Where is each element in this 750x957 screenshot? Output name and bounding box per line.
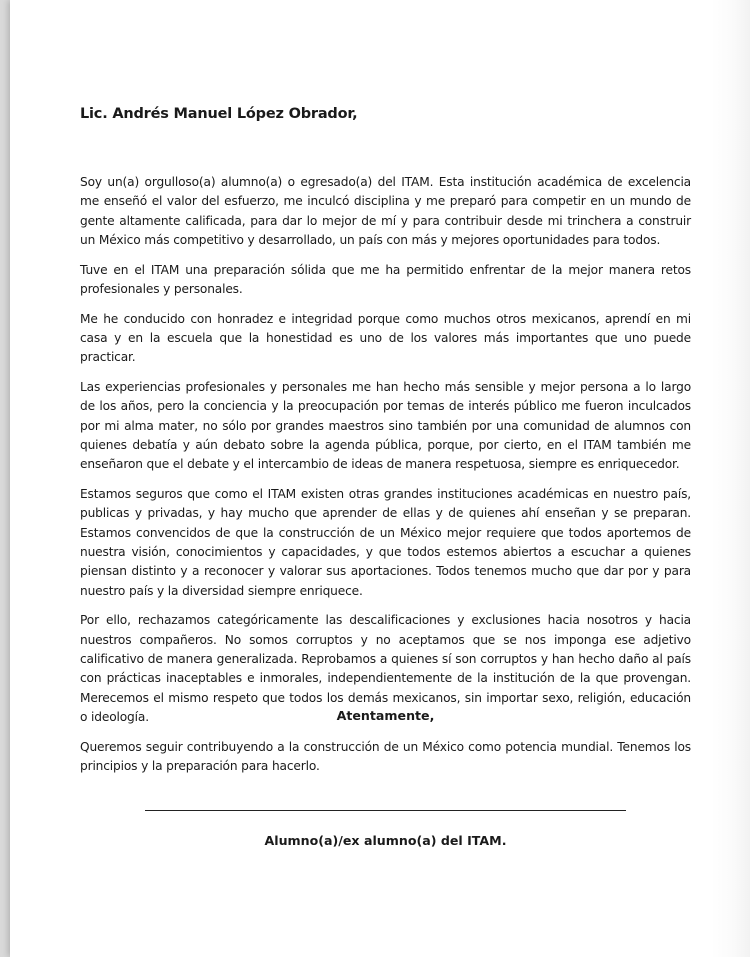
paragraph-6: Por ello, rechazamos categóricamente las descalificaciones y exclusiones hacia nosotros y hacia nuestros compañeros. No somos corruptos y no aceptamos que se nos imponga ese adjetivo calificativo de manera generalizada. Reprobamos a quienes sí son corruptos y han hecho daño al país con prácticas inaceptables e inmorales, independientemente de la institución de la que provengan. Merecemos el mismo respeto que todos los demás mexicanos, sin importar sexo, religión, educación o ideología. bbox=[80, 613, 691, 724]
document-page bbox=[10, 0, 750, 957]
paragraph-7: Queremos seguir contribuyendo a la construcción de un México como potencia mundial. Tenemos los principios y la preparación para hacerlo. bbox=[80, 739, 691, 774]
closing: Atentamente, bbox=[336, 708, 435, 723]
paragraph-4: Las experiencias profesionales y personales me han hecho más sensible y mejor persona a lo largo de los años, pero la conciencia y la preocupación por temas de interés público me fueron inculcados por mi alma mater, no sólo por grandes maestros sino también por una comunidad de alumnos con quienes debatía y aún debato sobre la agenda pública, porque, por cierto, en el ITAM también me enseñaron que el debate y el intercambio de ideas de manera respetuosa, siempre es enriquecedor. bbox=[80, 380, 691, 472]
letter-paragraphs bbox=[80, 173, 691, 776]
salutation: Lic. Andrés Manuel López Obrador, bbox=[80, 106, 358, 122]
page-edge-shadow bbox=[710, 0, 750, 957]
paragraph-3: Me he conducido con honradez e integridad porque como muchos otros mexicanos, aprendí en mi casa y en la escuela que la honestidad es uno de los valores más importantes que uno puede practicar. bbox=[80, 311, 691, 365]
signature-line bbox=[145, 810, 626, 811]
paragraph-5: Estamos seguros que como el ITAM existen otras grandes instituciones académicas en nuestro país, publicas y privadas, y hay mucho que aprender de ellas y de quienes ahí enseñan y se preparan. Estamos convencidos de que la construcción de un México mejor requiere que todos aportemos de nuestra visión, conocimientos y capacidades, y que todos estemos abiertos a escuchar a quienes piensan distinto y a reconocer y valorar sus aportaciones. Todos tenemos mucho que dar por y para nuestro país y la diversidad siempre enriquece. bbox=[80, 487, 691, 598]
paragraph-1: Soy un(a) orgulloso(a) alumno(a) o egresado(a) del ITAM. Esta institución académica de excelencia me enseñó el valor del esfuerzo, me inculcó disciplina y me preparó para competir en un mundo de gente altamente calificada, para dar lo mejor de mí y para contribuir desde mi trinchera a construir un México más competitivo y desarrollado, un país con más y mejores oportunidades para todos. bbox=[80, 175, 691, 247]
letter-body bbox=[80, 103, 691, 848]
signature-label: Alumno(a)/ex alumno(a) del ITAM. bbox=[264, 833, 507, 848]
paragraph-2: Tuve en el ITAM una preparación sólida que me ha permitido enfrentar de la mejor manera retos profesionales y personales. bbox=[80, 262, 691, 296]
